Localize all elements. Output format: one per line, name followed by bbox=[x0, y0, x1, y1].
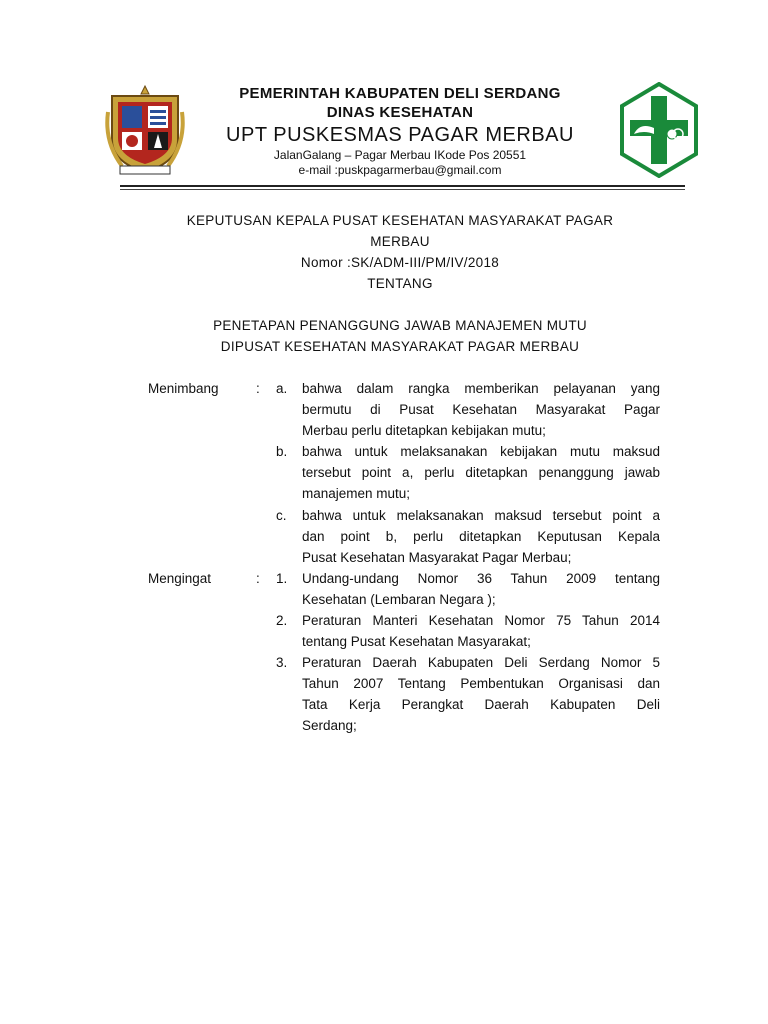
mengingat-item-2 bbox=[302, 610, 660, 652]
mengingat-marker-3: 3. bbox=[276, 655, 288, 670]
menimbang-marker-c: c. bbox=[276, 508, 287, 523]
letterhead-government: PEMERINTAH KABUPATEN DELI SERDANG bbox=[239, 85, 561, 102]
text-line: Tahun 2007 Tentang Pembentukan Organisasi dan bbox=[302, 676, 660, 691]
mengingat-marker-2: 2. bbox=[276, 613, 288, 628]
menimbang-colon: : bbox=[256, 381, 260, 396]
text-line: bahwa dalam rangka memberikan pelayanan yang bbox=[302, 381, 660, 396]
letterhead-department: DINAS KESEHATAN bbox=[326, 104, 474, 121]
text-line: manajemen mutu; bbox=[302, 486, 411, 501]
deli-serdang-crest-icon bbox=[104, 82, 186, 178]
menimbang-item-b bbox=[302, 441, 660, 504]
letterhead-divider bbox=[120, 185, 685, 187]
text-line: Pusat Kesehatan Masyarakat Pagar Merbau; bbox=[302, 550, 572, 565]
text-line: Tata Kerja Perangkat Daerah Kabupaten Deli bbox=[302, 697, 660, 712]
decree-tentang: TENTANG bbox=[367, 276, 433, 291]
text-line: bahwa untuk melaksanakan maksud tersebut point a bbox=[302, 508, 660, 523]
letterhead-institution: UPT PUSKESMAS PAGAR MERBAU bbox=[226, 124, 574, 146]
mengingat-colon: : bbox=[256, 571, 260, 586]
decree-subject-line1: PENETAPAN PENANGGUNG JAWAB MANAJEMEN MUTU bbox=[213, 318, 587, 333]
text-line: Merbau perlu ditetapkan kebijakan mutu; bbox=[302, 423, 546, 438]
menimbang-marker-a: a. bbox=[276, 381, 288, 396]
letterhead bbox=[200, 84, 600, 178]
text-line: Kesehatan (Lembaran Negara ); bbox=[302, 592, 496, 607]
text-line: Undang-undang Nomor 36 Tahun 2009 tentang bbox=[302, 571, 660, 586]
decree-number: Nomor :SK/ADM-III/PM/IV/2018 bbox=[300, 255, 500, 270]
menimbang-item-a bbox=[302, 378, 660, 441]
text-line: Peraturan Daerah Kabupaten Deli Serdang Nomor 5 bbox=[302, 655, 660, 670]
text-line: Serdang; bbox=[302, 718, 357, 733]
text-line: dan point b, perlu ditetapkan Keputusan Kepala bbox=[302, 529, 660, 544]
mengingat-marker-1: 1. bbox=[276, 571, 288, 586]
menimbang-label: Menimbang bbox=[148, 381, 219, 396]
letterhead-address: JalanGalang – Pagar Merbau IKode Pos 20551 bbox=[273, 148, 527, 162]
letterhead-divider-thin bbox=[120, 189, 685, 190]
menimbang-marker-b: b. bbox=[276, 444, 288, 459]
mengingat-label: Mengingat bbox=[148, 571, 212, 586]
decree-subject-line2: DIPUSAT KESEHATAN MASYARAKAT PAGAR MERBAU bbox=[220, 339, 580, 354]
text-line: tentang Pusat Kesehatan Masyarakat; bbox=[302, 634, 531, 649]
decree-title-line2: MERBAU bbox=[370, 234, 430, 249]
text-line: Peraturan Manteri Kesehatan Nomor 75 Tahun 2014 bbox=[302, 613, 660, 628]
mengingat-item-3 bbox=[302, 652, 660, 736]
text-line: bermutu di Pusat Kesehatan Masyarakat Pagar bbox=[302, 402, 660, 417]
decree-title-line1: KEPUTUSAN KEPALA PUSAT KESEHATAN MASYARAKAT PAGAR bbox=[186, 213, 614, 228]
puskesmas-cross-icon bbox=[620, 82, 698, 178]
text-line: tersebut point a, perlu ditetapkan penanggung jawab bbox=[302, 465, 660, 480]
menimbang-item-c bbox=[302, 505, 660, 568]
letterhead-email: e-mail :puskpagarmerbau@gmail.com bbox=[298, 163, 502, 177]
text-line: bahwa untuk melaksanakan kebijakan mutu maksud bbox=[302, 444, 660, 459]
mengingat-item-1 bbox=[302, 568, 660, 610]
